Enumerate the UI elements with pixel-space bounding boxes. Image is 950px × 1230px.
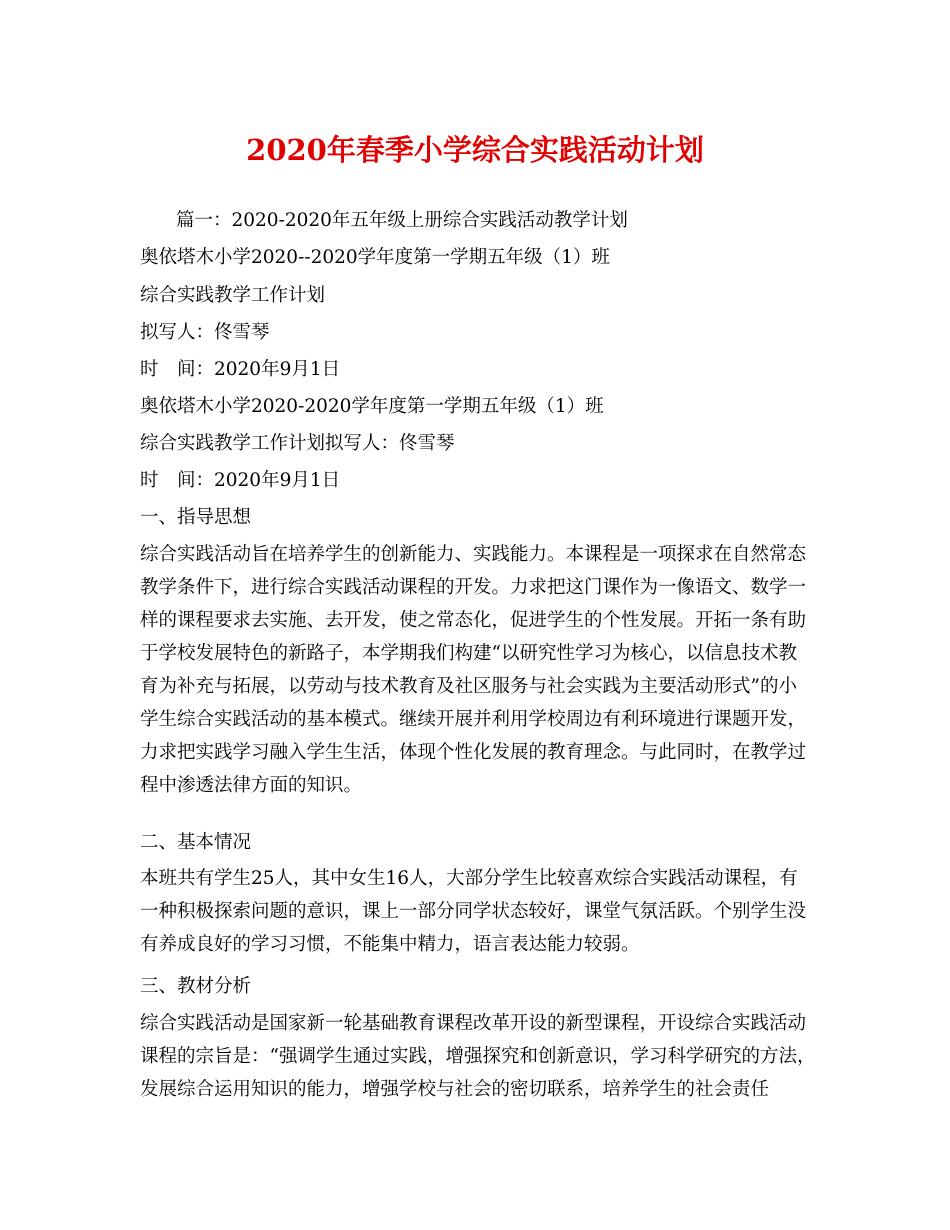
- paragraph-line: 程中渗透法律方面的知识。: [140, 775, 363, 796]
- school-class-line: 奥依塔木小学2020--2020学年度第一学期五年级（1）班: [140, 247, 610, 268]
- plan-author-line: 综合实践教学工作计划拟写人：佟雪琴: [140, 433, 455, 454]
- section-heading: 二、基本情况: [140, 832, 252, 853]
- paragraph-line: 有养成良好的学习习惯，不能集中精力，语言表达能力较弱。: [140, 934, 640, 955]
- paragraph-line: 课程的宗旨是：“强调学生通过实践，增强探究和创新意识，学习科学研究的方法，: [140, 1046, 816, 1067]
- school-class-line: 奥依塔木小学2020-2020学年度第一学期五年级（1）班: [140, 396, 604, 417]
- section-heading: 三、教材分析: [140, 976, 252, 997]
- paragraph-line: 力求把实践学习融入学生生活，体现个性化发展的教育理念。与此同时，在教学过: [140, 742, 807, 763]
- intro-line: 篇一：2020-2020年五年级上册综合实践活动教学计划: [176, 210, 628, 231]
- date-line: 时 间：2020年9月1日: [140, 359, 341, 380]
- paragraph-line: 学生综合实践活动的基本模式。继续开展并利用学校周边有利环境进行课题开发，: [140, 709, 807, 730]
- date-line: 时 间：2020年9月1日: [140, 470, 341, 491]
- paragraph-line: 于学校发展特色的新路子，本学期我们构建“以研究性学习为核心，以信息技术教: [140, 643, 797, 664]
- paragraph-line: 综合实践活动旨在培养学生的创新能力、实践能力。本课程是一项探求在自然常态: [140, 544, 807, 565]
- paragraph-line: 发展综合运用知识的能力，增强学校与社会的密切联系，培养学生的社会责任: [140, 1079, 770, 1100]
- paragraph-line: 一种积极探索问题的意识，课上一部分同学状态较好，课堂气氛活跃。个别学生没: [140, 901, 807, 922]
- paragraph-line: 样的课程要求去实施、去开发，使之常态化，促进学生的个性发展。开拓一条有助: [140, 610, 807, 631]
- paragraph-line: 本班共有学生25人，其中女生16人，大部分学生比较喜欢综合实践活动课程，有: [140, 868, 798, 889]
- section-paragraph: [140, 542, 820, 806]
- paragraph-line: 育为补充与拓展，以劳动与技术教育及社区服务与社会实践为主要活动形式”的小: [140, 676, 797, 697]
- document-title: 2020年春季小学综合实践活动计划: [246, 133, 704, 167]
- author-line: 拟写人：佟雪琴: [140, 322, 270, 343]
- plan-name-line: 综合实践教学工作计划: [140, 285, 326, 306]
- section-paragraph: [140, 866, 820, 965]
- paragraph-line: 综合实践活动是国家新一轮基础教育课程改革开设的新型课程，开设综合实践活动: [140, 1013, 807, 1034]
- section-heading: 一、指导思想: [140, 507, 252, 528]
- paragraph-line: 教学条件下，进行综合实践活动课程的开发。力求把这门课作为一像语文、数学一: [140, 577, 807, 598]
- section-paragraph: [140, 1011, 820, 1110]
